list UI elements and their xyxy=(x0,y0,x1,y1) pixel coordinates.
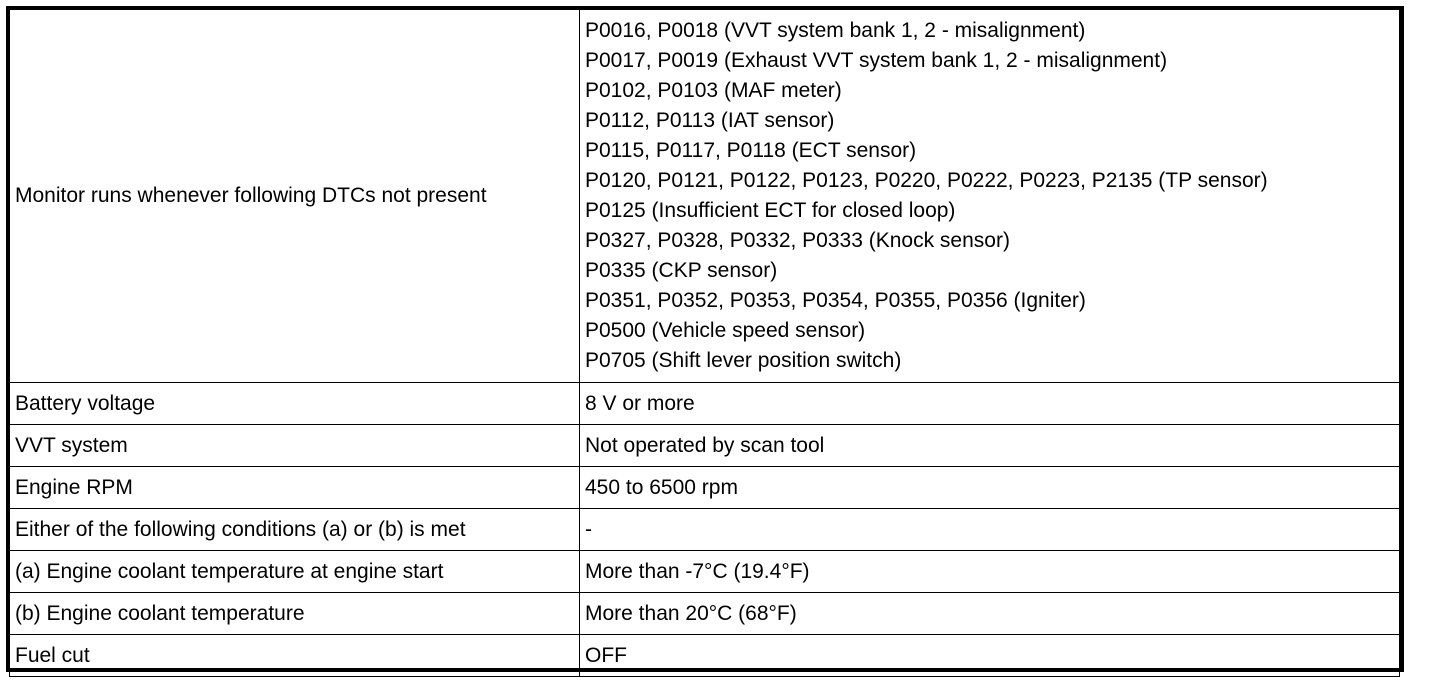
fuel-cut-value: OFF xyxy=(580,635,1400,677)
engine-rpm-label: Engine RPM xyxy=(10,467,580,509)
battery-voltage-value: 8 V or more xyxy=(580,383,1400,425)
dtc-item: P0115, P0117, P0118 (ECT sensor) xyxy=(585,139,917,162)
dtc-item: P0102, P0103 (MAF meter) xyxy=(585,79,842,102)
coolant-start-value: More than -7°C (19.4°F) xyxy=(580,551,1400,593)
table-row xyxy=(10,425,1400,467)
vvt-system-label: VVT system xyxy=(10,425,580,467)
table-row xyxy=(10,593,1400,635)
dtc-item: P0112, P0113 (IAT sensor) xyxy=(585,109,835,132)
table-row xyxy=(10,551,1400,593)
table-row xyxy=(10,509,1400,551)
dtc-item: P0125 (Insufficient ECT for closed loop) xyxy=(585,199,956,222)
dtc-item: P0351, P0352, P0353, P0354, P0355, P0356 (Igniter) xyxy=(585,289,1086,312)
dtc-item: P0335 (CKP sensor) xyxy=(585,259,778,282)
either-condition-label: Either of the following conditions (a) or (b) is met xyxy=(10,509,580,551)
table-row xyxy=(10,635,1400,677)
engine-rpm-value: 450 to 6500 rpm xyxy=(580,467,1400,509)
either-condition-value: - xyxy=(580,509,1400,551)
dtc-item: P0705 (Shift lever position switch) xyxy=(585,349,902,372)
fuel-cut-label: Fuel cut xyxy=(10,635,580,677)
vvt-system-value: Not operated by scan tool xyxy=(580,425,1400,467)
conditions-table xyxy=(6,6,1404,672)
coolant-temp-value: More than 20°C (68°F) xyxy=(580,593,1400,635)
dtc-list-cell xyxy=(580,10,1400,383)
battery-voltage-label: Battery voltage xyxy=(10,383,580,425)
dtc-condition-label: Monitor runs whenever following DTCs not present xyxy=(10,10,580,383)
dtc-item: P0500 (Vehicle speed sensor) xyxy=(585,319,866,342)
dtc-item: P0016, P0018 (VVT system bank 1, 2 - misalignment) xyxy=(585,19,1086,42)
conditions-table-grid xyxy=(9,9,1400,677)
coolant-temp-label: (b) Engine coolant temperature xyxy=(10,593,580,635)
dtc-item: P0120, P0121, P0122, P0123, P0220, P0222, P0223, P2135 (TP sensor) xyxy=(585,169,1268,192)
dtc-item: P0017, P0019 (Exhaust VVT system bank 1, 2 - misalignment) xyxy=(585,49,1168,72)
dtc-item: P0327, P0328, P0332, P0333 (Knock sensor) xyxy=(585,229,1010,252)
table-row xyxy=(10,10,1400,383)
table-row xyxy=(10,383,1400,425)
table-row xyxy=(10,467,1400,509)
coolant-start-label: (a) Engine coolant temperature at engine start xyxy=(10,551,580,593)
